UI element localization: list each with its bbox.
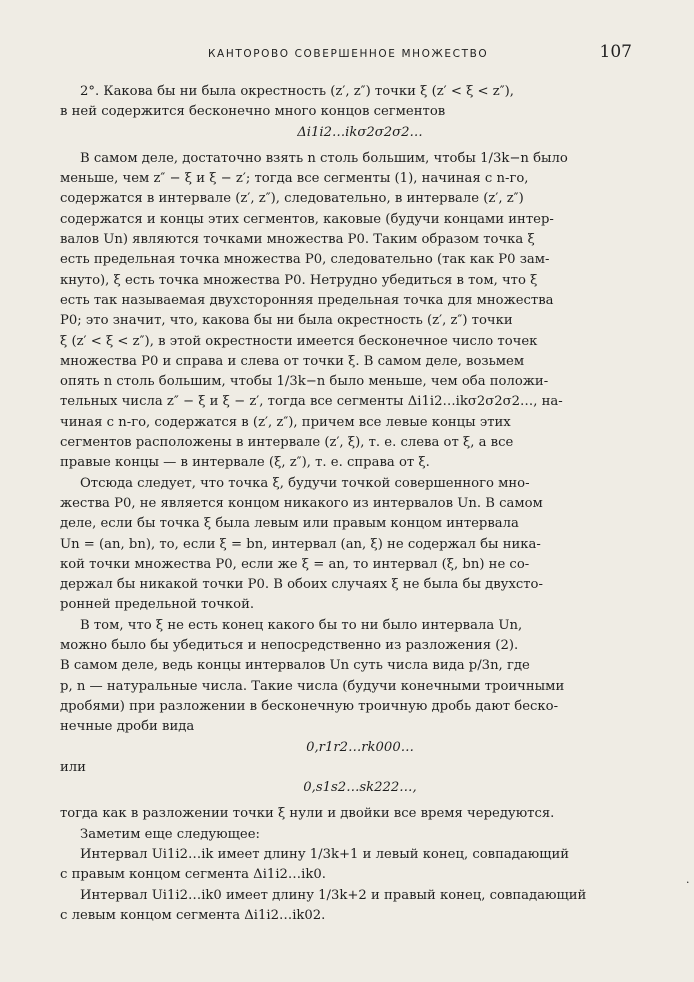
paragraph-line: можно было бы убедиться и непосредственно из разложения (2). [60,638,519,654]
paragraph-line: В самом деле, ведь концы интервалов Un суть числа вида p/3n, где [60,658,530,674]
paragraph-line: p, n — натуральные числа. Такие числа (будучи конечными троичными [60,678,565,694]
paragraph-line: есть так называемая двухсторонняя предельная точка для множества [60,292,554,308]
paragraph-line: Интервал Ui1i2…ik имеет длину 1/3k+1 и левый конец, совпадающий [80,846,570,862]
paragraph-line: валов Un) являются точками множества P0. Таким образом точка ξ [60,232,535,248]
paragraph-line: ронней предельной точкой. [60,597,255,613]
display-formula: 0,s1s2…sk222…, [303,780,417,796]
paragraph-line: тогда как в разложении точки ξ нули и двойки все время чередуются. [60,806,555,822]
paragraph-line: В самом деле, достаточно взять n столь большим, чтобы 1/3k−n было [80,150,568,166]
page-number: 107 [599,42,632,62]
paragraph-line: содержатся и концы этих сегментов, каковые (будучи концами интер- [60,211,554,227]
paragraph-line: в ней содержится бесконечно много концов сегментов [60,104,446,120]
paragraph-line: меньше, чем z″ − ξ и ξ − z′; тогда все сегменты (1), начиная с n-го, [60,171,529,187]
paragraph-line: дробями) при разложении в бесконечную троичную дробь дают беско- [60,698,559,714]
paragraph-line: правые концы — в интервале (ξ, z″), т. е. справа от ξ. [60,455,430,471]
paragraph-line: сегментов расположены в интервале (z′, ξ), т. е. слева от ξ, а все [60,435,514,451]
paragraph-line: есть предельная точка множества P0, следовательно (так как P0 зам- [60,252,550,268]
paragraph-line: В том, что ξ не есть конец какого бы то ни было интервала Un, [80,617,523,633]
page-body [60,82,660,926]
paragraph-line: с левым концом сегмента Δi1i2…ik02. [60,907,326,923]
running-title: КАНТОРОВО СОВЕРШЕННОЕ МНОЖЕСТВО [208,48,489,60]
paragraph-line: Интервал Ui1i2…ik0 имеет длину 1/3k+2 и правый конец, совпадающий [80,887,587,903]
paragraph-line: Un = (an, bn), то, если ξ = bn, интервал (an, ξ) не содержал бы ника- [60,536,541,552]
display-formula: Δi1i2…ikσ2σ2σ2… [297,124,423,140]
paragraph-line: кой точки множества P0, если же ξ = an, то интервал (ξ, bn) не со- [60,556,530,572]
paragraph-line: опять n столь большим, чтобы 1/3k−n было меньше, чем оба положи- [60,374,549,390]
paragraph-line: жества P0, не является концом никакого из интервалов Un. В самом [60,495,543,511]
paragraph-line: деле, если бы точка ξ была левым или правым концом интервала [60,516,519,532]
paragraph-line: Заметим еще следующее: [80,826,260,842]
paragraph-line: множества P0 и справа и слева от точки ξ. В самом деле, возьмем [60,353,525,369]
margin-mark: · [686,876,690,889]
paragraph-line: P0; это значит, что, какова бы ни была окрестность (z′, z″) точки [60,313,513,329]
paragraph-line: кнуто), ξ есть точка множества P0. Нетрудно убедиться в том, что ξ [60,272,538,288]
page-header [60,40,654,64]
paragraph-line: с правым концом сегмента Δi1i2…ik0. [60,867,326,883]
display-formula: 0,r1r2…rk000… [306,739,414,755]
paragraph-line: содержатся в интервале (z′, z″), следовательно, в интервале (z′, z″) [60,191,524,207]
paragraph-line: тельных числа z″ − ξ и ξ − z′, тогда все сегменты Δi1i2…ikσ2σ2σ2…, на- [60,394,563,410]
paragraph-line: ξ (z′ < ξ < z″), в этой окрестности имеется бесконечное число точек [60,333,538,349]
paragraph-line: Отсюда следует, что точка ξ, будучи точкой совершенного мно- [80,475,530,491]
paragraph-line: нечные дроби вида [60,719,195,735]
paragraph-line: чиная с n-го, содержатся в (z′, z″), причем все левые концы этих [60,414,511,430]
paragraph-line: держал бы никакой точки P0. В обоих случаях ξ не была бы двухсто- [60,577,543,593]
paragraph-line: или [60,759,86,775]
paragraph-line: 2°. Какова бы ни была окрестность (z′, z″) точки ξ (z′ < ξ < z″), [80,84,514,99]
